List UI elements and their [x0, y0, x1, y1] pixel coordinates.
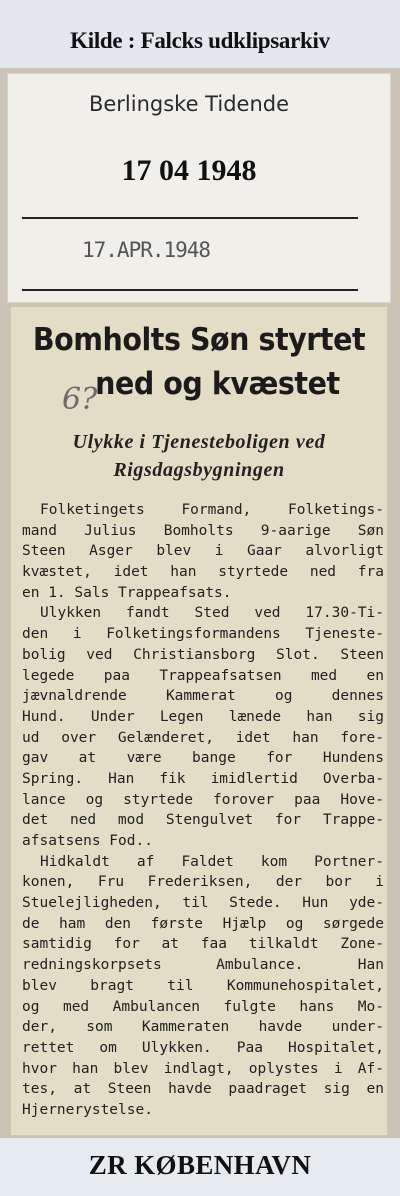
subheadline-line-1: Ulykke i Tjenesteboligen ved: [72, 431, 326, 453]
article-line: blev bragt til Kommunehospitalet,: [22, 977, 384, 994]
article-line: redningskorpsets Ambulance. Han: [22, 957, 384, 974]
header-date: 17 04 1948: [121, 154, 257, 187]
article-line: kvæstet, idet han styrtede ned fra: [22, 564, 384, 581]
article-line: de ham den første Hjælp og sørgede: [22, 915, 384, 932]
article-line: samtidig for at faa tilkaldt Zone-: [22, 936, 384, 953]
article-line: Folketingets Formand, Folketings-: [40, 502, 384, 518]
divider-top: [22, 217, 358, 219]
article-subheadline: [14, 428, 384, 484]
headline-line-1: Bomholts Søn styrtet: [32, 322, 366, 358]
article-line: gav at være bange for Hundens: [22, 750, 384, 767]
article-line: mand Julius Bomholts 9-aarige Søn: [22, 522, 384, 539]
article-line: Spring. Han fik imidlertid Overba-: [22, 770, 384, 787]
article-body: [22, 500, 384, 1121]
article-line: der, som Kammeraten havde under-: [22, 1019, 384, 1036]
article-line: jævnaldrende Kammerat og dennes: [22, 688, 384, 705]
article-line: konen, Fru Frederiksen, der bor i: [22, 874, 384, 891]
article-line: og med Ambulancen fulgte hans Mo-: [22, 998, 384, 1015]
article-line: ud over Gelænderet, idet han fore-: [22, 729, 384, 746]
article-line: rettet om Ulykken. Paa Hospitalet,: [22, 1039, 384, 1056]
article-line: legede paa Trappeafsatsen med en: [22, 667, 384, 684]
article-line: Ulykken fandt Sted ved 17.30-Ti-: [40, 605, 384, 622]
date-stamp: 17.APR.1948: [82, 238, 211, 262]
article-line: den i Folketingsformandens Tjeneste-: [22, 626, 384, 643]
newspaper-name: Berlingske Tidende: [88, 92, 290, 116]
newspaper-clipping: [10, 306, 388, 1136]
article-line: afsatsens Fod..: [22, 833, 153, 849]
article-line: tes, at Steen havde paadraget sig en: [22, 1081, 384, 1098]
divider-bottom: [22, 289, 358, 291]
article-line: Stuelejligheden, til Stede. Hun yde-: [22, 895, 384, 912]
article-line: Hund. Under Legen lænede han sig: [22, 708, 384, 725]
headline-line-2: ned og kvæstet: [95, 366, 340, 402]
article-line: Hidkaldt af Faldet kom Portner-: [40, 853, 384, 870]
article-line: Steen Asger blev i Gaar alvorligt: [22, 543, 384, 560]
article-line: bolig ved Christiansborg Slot. Steen: [22, 646, 384, 663]
article-line: hvor han blev indlagt, oplystes i Af-: [22, 1060, 384, 1077]
article-line: Hjernerystelse.: [22, 1101, 153, 1118]
header-card: [8, 74, 390, 302]
article-line: en 1. Sals Trappeafsats.: [22, 584, 232, 601]
subheadline-line-2: Rigsdagsbygningen: [113, 459, 285, 481]
article-line: det ned mod Stengulvet for Trappe-: [22, 812, 384, 829]
article-line: lance og styrtede forover paa Hove-: [22, 791, 384, 808]
footer-label: ZR KØBENHAVN: [88, 1150, 312, 1180]
pencil-annotation: 6?: [62, 382, 98, 417]
source-label: Kilde : Falcks udklipsarkiv: [70, 28, 330, 53]
